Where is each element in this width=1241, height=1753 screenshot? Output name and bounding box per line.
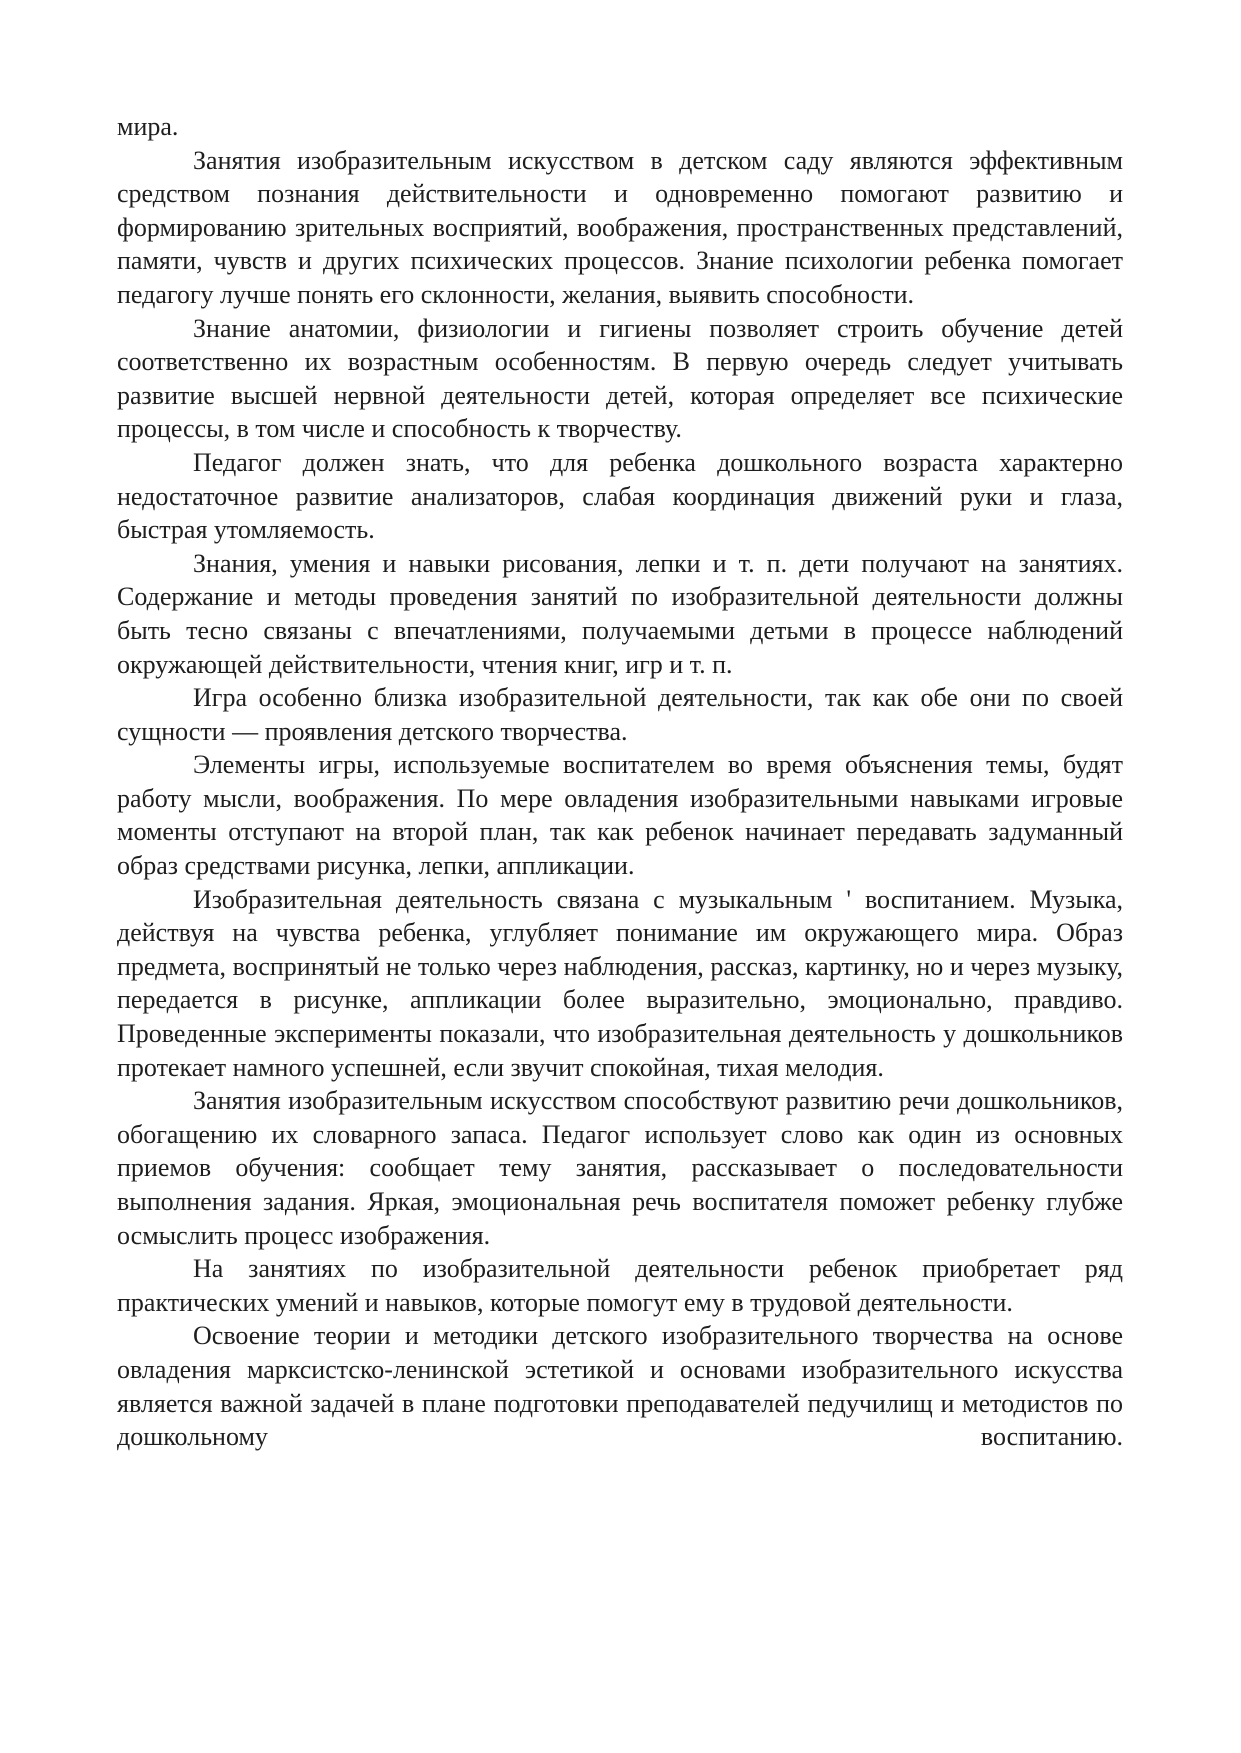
paragraph: Педагог должен знать, что для ребенка дошкольного возраста характерно недостаточное развитие анализаторов, слабая координация движений руки и глаза, быстрая утомляемость.: [117, 447, 1123, 545]
paragraph: Занятия изобразительным искусством способствуют развитию речи дошкольников, обогащению их словарного запаса. Педагог использует слово как один из основных приемов обучения: сообщает тему занятия, рассказывает о последовательности выполнения задания. Яркая, эмоциональная речь воспитателя поможет ребенку глубже осмыслить процесс изображения.: [117, 1086, 1123, 1250]
paragraph: Элементы игры, используемые воспитателем во время объяснения темы, будят работу мысли, воображения. По мере овладения изобразительными навыками игровые моменты отступают на второй план, так как ребенок начинает передавать задуманный образ средствами рисунка, лепки, аппликации.: [117, 750, 1123, 881]
paragraph: Освоение теории и методики детского изобразительного творчества на основе овладения марксистско-ленинской эстетикой и основами изобразительного искусства является важной задачей в плане подготовки преподавателей педучилищ и методистов по дошкольному воспитанию.: [117, 1321, 1123, 1452]
paragraph: Занятия изобразительным искусством в детском саду являются эффективным средством познания действительности и одновременно помогают развитию и формированию зрительных восприятий, воображения, пространственных представлений, памяти, чувств и других психических процессов. Знание психологии ребенка помогает педагогу лучше понять его склонности, желания, выявить способности.: [117, 145, 1123, 309]
paragraph: На занятиях по изобразительной деятельности ребенок приобретает ряд практических умений и навыков, которые помогут ему в трудовой деятельности.: [117, 1254, 1123, 1317]
paragraph: Знания, умения и навыки рисования, лепки и т. п. дети получают на занятиях. Содержание и методы проведения занятий по изобразительной деятельности должны быть тесно связаны с впечатлениями, получаемыми детьми в процессе наблюдений окружающей действительности, чтения книг, игр и т. п.: [117, 548, 1123, 679]
document-page: [117, 110, 1123, 1454]
paragraph: Игра особенно близка изобразительной деятельности, так как обе они по своей сущности — проявления детского творчества.: [117, 683, 1123, 746]
paragraph: Знание анатомии, физиологии и гигиены позволяет строить обучение детей соответственно их возрастным особенностям. В первую очередь следует учитывать развитие высшей нервной деятельности детей, которая определяет все психические процессы, в том числе и способность к творчеству.: [117, 313, 1123, 444]
paragraph: Изобразительная деятельность связана с музыкальным ' воспитанием. Музыка, действуя на чувства ребенка, углубляет понимание им окружающего мира. Образ предмета, воспринятый не только через наблюдения, рассказ, картинку, но и через музыку, передается в рисунке, аппликации более выразительно, эмоционально, правдиво. Проведенные эксперименты показали, что изобразительная деятельность у дошкольников протекает намного успешней, если звучит спокойная, тихая мелодия.: [117, 884, 1123, 1082]
paragraph-continuation: мира.: [117, 112, 179, 141]
